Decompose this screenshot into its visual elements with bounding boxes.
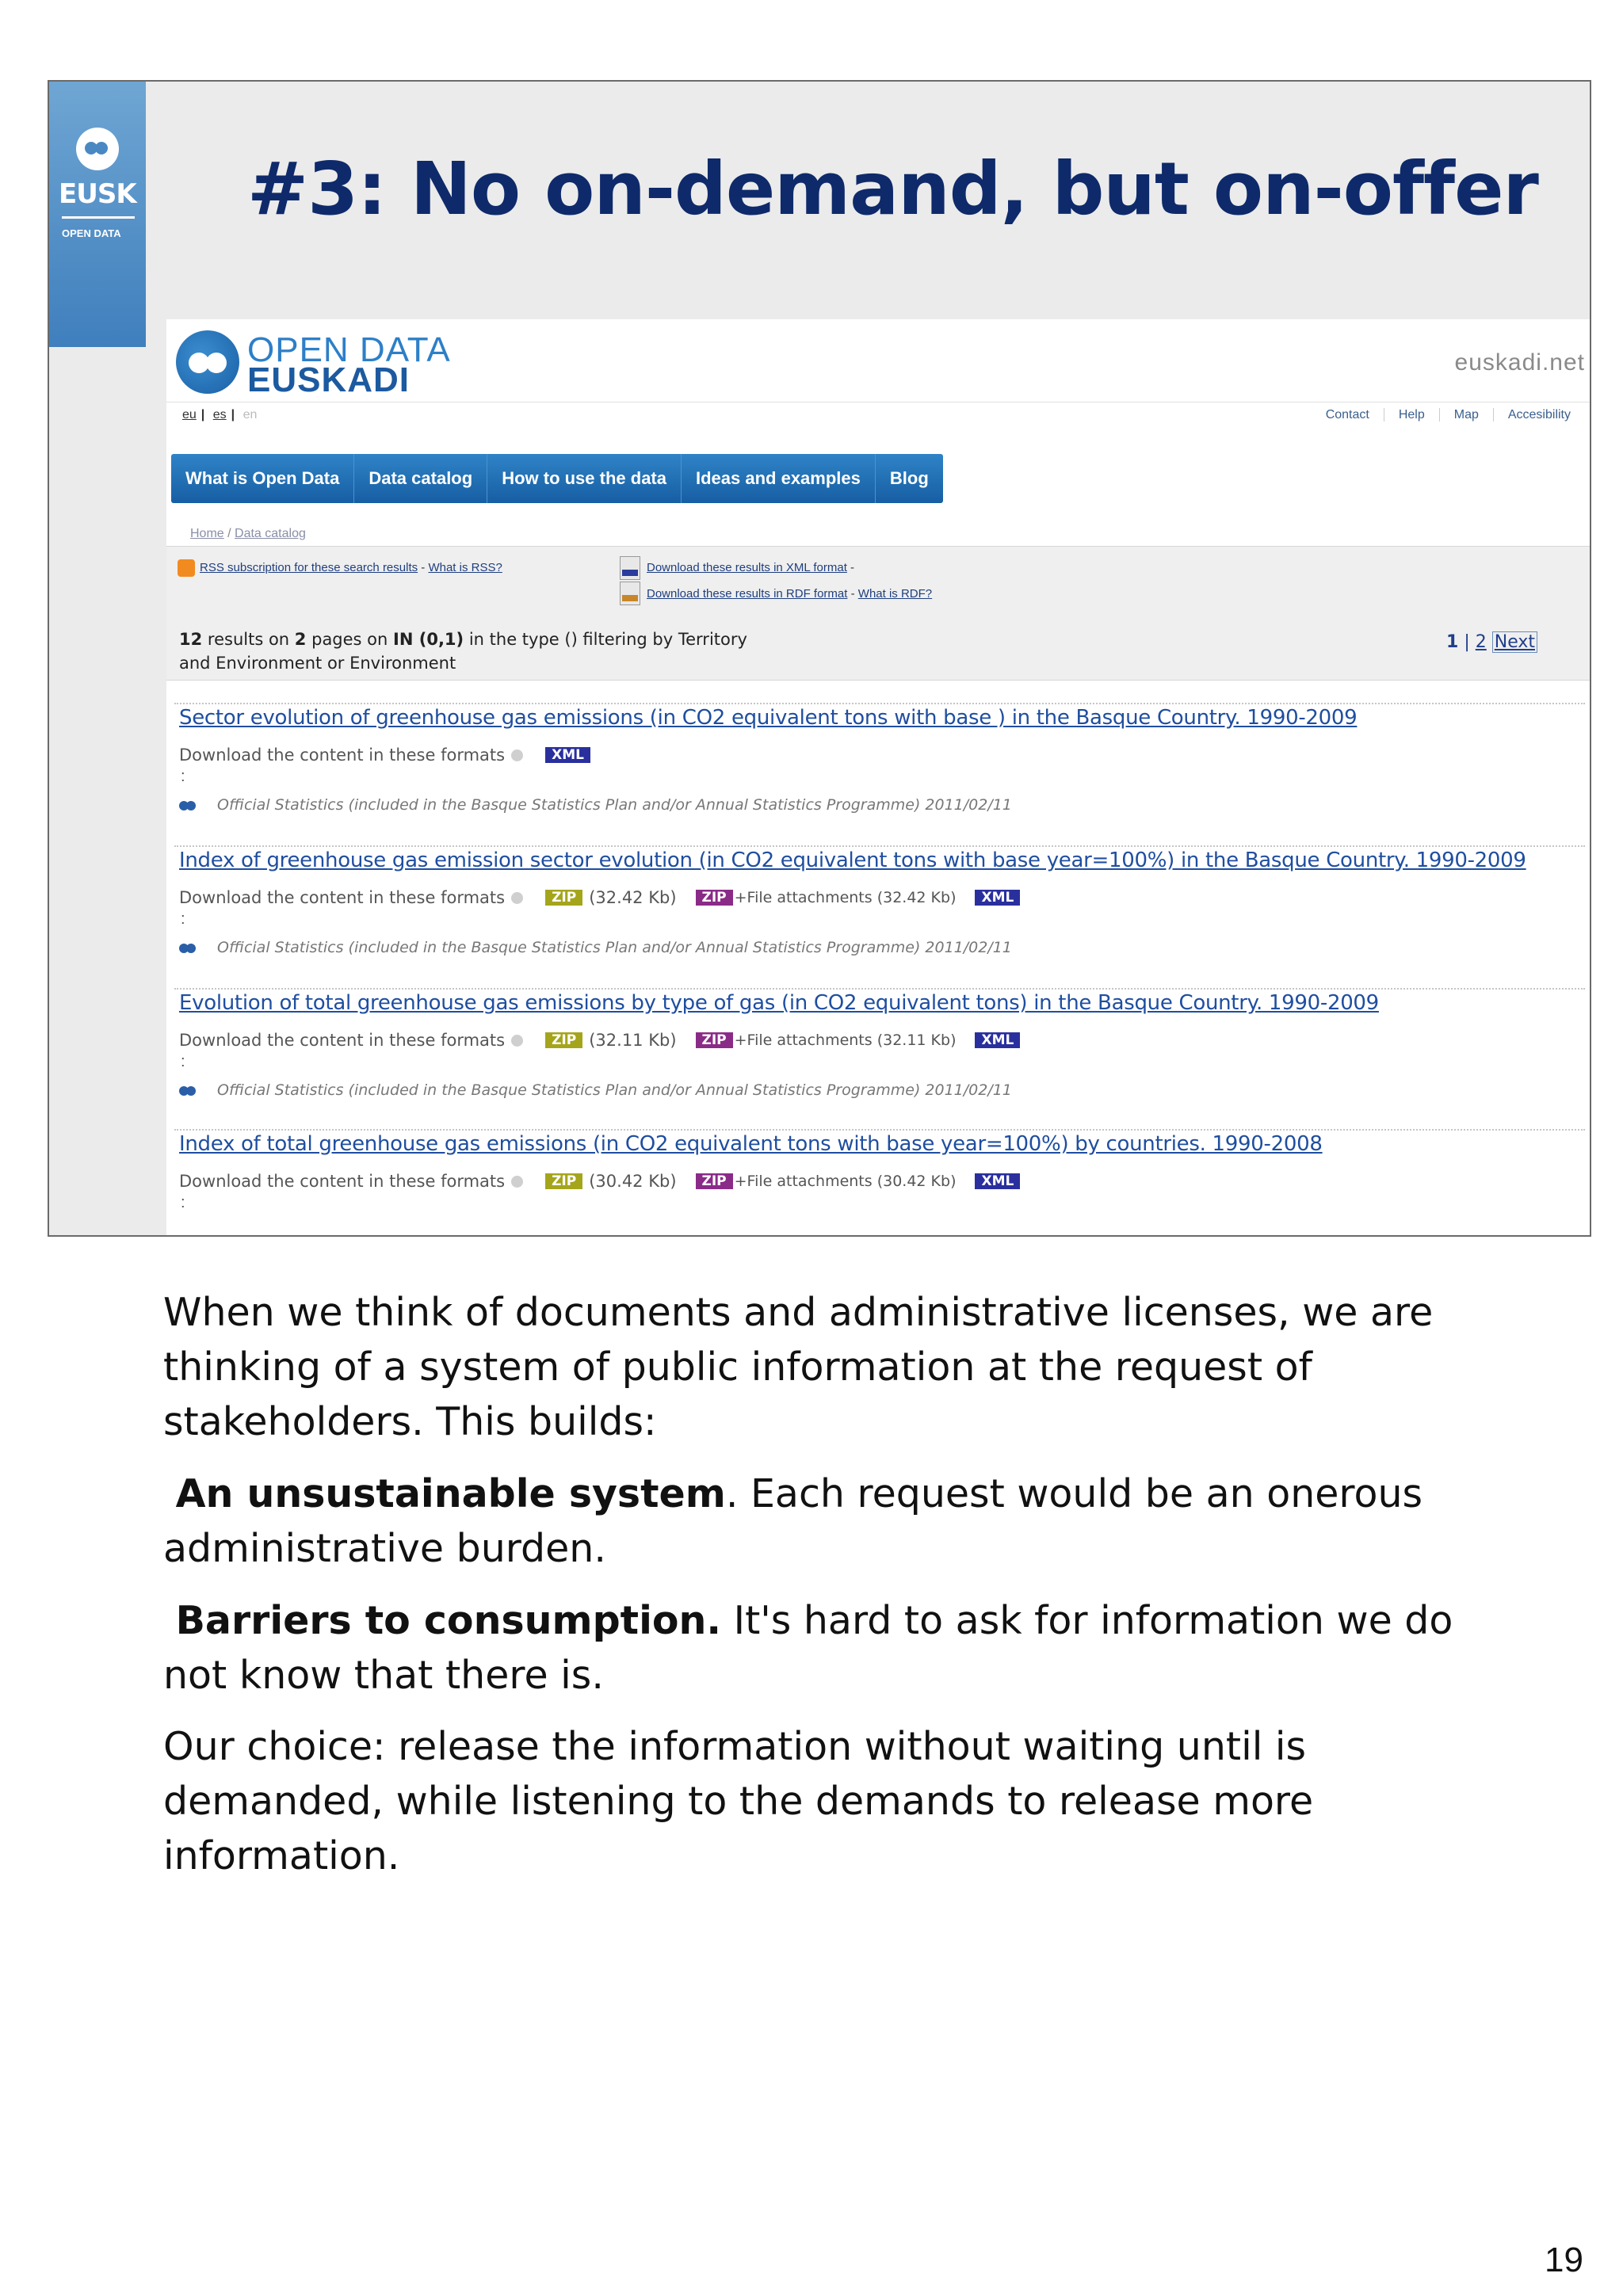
result-item: Sector evolution of greenhouse gas emissions (in CO2 equivalent tons with base ) in the Basque Country. 1990-2009 Download the content in these formats XML : Official Statistics (included in the Basque Statistics Plan and/or Annual Statistics Programme) 2011/02/11 — [174, 703, 1585, 839]
zip-attachments-badge[interactable]: ZIP — [696, 1173, 733, 1189]
logo-line2: EUSKADI — [247, 360, 411, 399]
result-title[interactable]: Index of total greenhouse gas emissions (in CO2 equivalent tons with base year=100%) by countries. 1990-2008 — [179, 1132, 1323, 1156]
nav-blog[interactable]: Blog — [889, 468, 929, 488]
slide-title: #3: No on-demand, but on-offer — [247, 147, 1538, 231]
point-barriers: Barriers to consumption. It's hard to ask for information we do not know that there is. — [163, 1598, 1453, 1698]
help-icon[interactable] — [511, 1176, 523, 1188]
rss-icon[interactable] — [178, 559, 195, 577]
rss-subscription-link[interactable]: RSS subscription for these search results — [200, 561, 418, 574]
zip-badge[interactable]: ZIP — [545, 1173, 582, 1189]
lang-en[interactable]: en — [242, 408, 258, 421]
main-nav — [171, 454, 943, 503]
pagination: 1 | 2 Next — [1446, 632, 1537, 652]
help-icon[interactable] — [511, 1035, 523, 1047]
open-data-icon — [179, 944, 197, 953]
rdf-file-icon[interactable] — [620, 582, 640, 605]
site-header — [166, 319, 1591, 402]
xml-file-icon[interactable] — [620, 556, 640, 580]
result-count: 12 results on 2 pages on IN (0,1) in the type () filtering by Territory and Environment or Environment — [179, 630, 747, 673]
utility-links — [1312, 408, 1585, 422]
intro-paragraph: When we think of documents and administrative licenses, we are thinking of a system of public information at the request of stakeholders. This builds: — [163, 1290, 1434, 1444]
open-data-icon — [179, 1086, 197, 1096]
slide-frame — [48, 80, 1591, 1237]
breadcrumb-home[interactable]: Home — [190, 527, 224, 540]
xml-badge[interactable]: XML — [975, 1032, 1020, 1048]
result-title[interactable]: Sector evolution of greenhouse gas emissions (in CO2 equivalent tons with base ) in the Basque Country. 1990-2009 — [179, 706, 1358, 730]
eusk-brand-band — [49, 82, 146, 347]
result-item: Evolution of total greenhouse gas emissions by type of gas (in CO2 equivalent tons) in the Basque Country. 1990-2009 Download the content in these formats ZIP (32.11 Kb) ZIP +File attachments (32.11 Kb) XML : Official Statistics (included in the Basque Statistics Plan and/or Annual Statistics Programme) 2011/02/11 — [174, 988, 1585, 1124]
what-is-rdf-link[interactable]: What is RDF? — [857, 587, 933, 601]
conclusion-paragraph: Our choice: release the information without waiting until is demanded, while listening to the demands to release more information. — [163, 1724, 1314, 1878]
zip-badge[interactable]: ZIP — [545, 890, 582, 906]
nav-ideas-examples[interactable]: Ideas and examples — [682, 454, 876, 503]
eusk-logo-icon — [76, 128, 119, 170]
download-xml-link[interactable]: Download these results in XML format — [647, 561, 847, 574]
result-item: Index of total greenhouse gas emissions (in CO2 equivalent tons with base year=100%) by countries. 1990-2008 Download the content in these formats ZIP (30.42 Kb) ZIP +File attachments (30.42 Kb) XML : — [174, 1129, 1585, 1237]
result-title[interactable]: Evolution of total greenhouse gas emissions by type of gas (in CO2 equivalent tons) in the Basque Country. 1990-2009 — [179, 991, 1379, 1015]
next-page-link[interactable]: Next — [1492, 631, 1537, 653]
nav-data-catalog[interactable]: Data catalog — [354, 454, 487, 503]
logo-line1: OPEN DATA — [247, 330, 451, 369]
xml-badge[interactable]: XML — [975, 890, 1020, 906]
eusk-brand-sub: OPEN DATA — [62, 227, 121, 239]
help-icon[interactable] — [511, 892, 523, 904]
language-selector: eu | es | en — [182, 408, 258, 421]
website-screenshot — [166, 319, 1591, 1237]
breadcrumb-data-catalog[interactable]: Data catalog — [235, 527, 306, 540]
nav-how-to-use[interactable]: How to use the data — [487, 454, 682, 503]
map-link[interactable]: Map — [1439, 408, 1493, 421]
lang-es[interactable]: es — [212, 408, 227, 421]
eusk-brand-name: EUSK — [59, 178, 136, 210]
xml-badge[interactable]: XML — [975, 1173, 1020, 1189]
xml-badge[interactable]: XML — [545, 747, 590, 763]
contact-link[interactable]: Contact — [1325, 408, 1369, 421]
open-data-icon — [179, 801, 197, 810]
zip-attachments-badge[interactable]: ZIP — [696, 1032, 733, 1048]
results-summary: RSS subscription for these search results - What is RSS? Download these results in XML format - Download these results in RDF format - What is RDF? 12 results on 2 pages on IN (0,1) in the type () filtering by Territory and Environment or Environment 1 | 2 Next — [166, 546, 1591, 681]
breadcrumb: Home / Data catalog — [190, 527, 306, 540]
help-link[interactable]: Help — [1384, 408, 1439, 421]
page-2[interactable]: 2 — [1475, 632, 1487, 652]
page-number: 19 — [1545, 2241, 1583, 2279]
result-item: Index of greenhouse gas emission sector evolution (in CO2 equivalent tons with base year=100%) in the Basque Country. 1990-2009 Download the content in these formats ZIP (32.42 Kb) ZIP +File attachments (32.42 Kb) XML : Official Statistics (included in the Basque Statistics Plan and/or Annual Statistics Programme) 2011/02/11 — [174, 845, 1585, 982]
open-data-logo-icon[interactable] — [176, 330, 239, 394]
download-rdf-link[interactable]: Download these results in RDF format — [647, 587, 848, 601]
page-1[interactable]: 1 — [1446, 632, 1459, 652]
point-unsustainable: An unsustainable system. Each request would be an onerous administrative burden. — [163, 1471, 1423, 1571]
euskadi-net-logo[interactable]: euskadi.net — [1454, 349, 1585, 376]
zip-attachments-badge[interactable]: ZIP — [696, 890, 733, 906]
result-title[interactable]: Index of greenhouse gas emission sector evolution (in CO2 equivalent tons with base year=100%) in the Basque Country. 1990-2009 — [179, 849, 1526, 872]
accessibility-link[interactable]: Accesibility — [1493, 408, 1585, 421]
help-icon[interactable] — [511, 749, 523, 761]
what-is-rss-link[interactable]: What is RSS? — [428, 561, 502, 574]
lang-eu[interactable]: eu — [182, 408, 197, 421]
nav-what-is-open-data[interactable]: What is Open Data — [171, 454, 354, 503]
zip-badge[interactable]: ZIP — [545, 1032, 582, 1048]
